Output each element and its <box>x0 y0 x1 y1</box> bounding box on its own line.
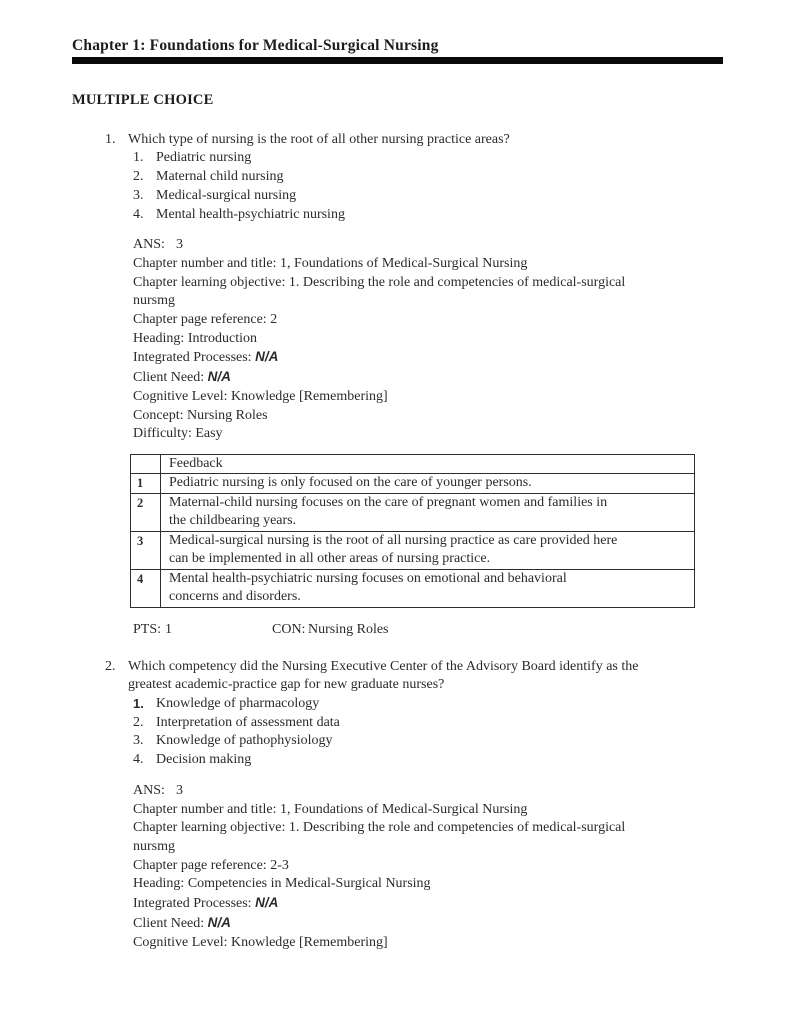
feedback-row <box>131 569 695 607</box>
feedback-row-number <box>131 454 161 474</box>
meta-line: Chapter number and title: 1, Foundations of Medical-Surgical Nursing <box>133 801 528 817</box>
option-row <box>133 732 723 751</box>
option-row <box>133 168 723 187</box>
meta-line: Integrated Processes: N/A <box>133 895 279 912</box>
ans-label: ANS: <box>133 782 165 798</box>
question-stem <box>72 131 723 150</box>
ans-value: 3 <box>176 782 183 798</box>
question-stem <box>72 658 723 695</box>
meta-line: Chapter learning objective: 1. Describing the role and competencies of medical-surgical <box>133 274 626 290</box>
feedback-row <box>131 493 695 531</box>
meta-line: Heading: Introduction <box>133 330 258 346</box>
feedback-table <box>130 454 695 608</box>
option-number: 2. <box>133 169 144 185</box>
answer-options <box>133 149 723 224</box>
chapter-title: Chapter 1: Foundations for Medical-Surgical Nursing <box>72 37 439 54</box>
option-label: Decision making <box>156 752 252 768</box>
answer-options <box>133 695 723 770</box>
answer-block <box>133 782 723 952</box>
meta-line: Integrated Processes: N/A <box>133 349 279 366</box>
feedback-row-number: 4 <box>131 569 161 607</box>
section-heading: MULTIPLE CHOICE <box>72 92 214 108</box>
option-number: 3. <box>133 187 144 203</box>
con-value: Nursing Roles <box>308 621 389 637</box>
question-block-1 <box>72 131 723 640</box>
meta-line: Cognitive Level: Knowledge [Remembering] <box>133 934 388 950</box>
option-number: 2. <box>133 714 144 730</box>
answer-row <box>133 236 723 255</box>
option-label: Maternal child nursing <box>156 169 284 185</box>
option-label: Knowledge of pathophysiology <box>156 733 333 749</box>
option-row <box>133 695 723 714</box>
meta-line: Chapter page reference: 2 <box>133 312 278 328</box>
meta-line: Client Need: N/A <box>133 914 231 931</box>
question-block-2 <box>72 658 723 953</box>
meta-line: Cognitive Level: Knowledge [Remembering] <box>133 388 388 404</box>
feedback-row-text: Mental health-psychiatric nursing focuses on emotional and behavioral concerns and disorders. <box>161 569 695 607</box>
option-number: 4. <box>133 206 144 222</box>
meta-line: Difficulty: Easy <box>133 426 223 442</box>
meta-line: Heading: Competencies in Medical-Surgical Nursing <box>133 876 431 892</box>
answer-block <box>133 236 723 444</box>
answer-meta <box>133 255 723 444</box>
meta-line: nursmg <box>133 838 175 854</box>
ans-label: ANS: <box>133 237 165 253</box>
pts-value: 1 <box>165 621 172 637</box>
option-number: 4. <box>133 752 144 768</box>
na-value: N/A <box>207 369 231 385</box>
feedback-row <box>131 531 695 569</box>
option-row <box>133 149 723 168</box>
question-text <box>128 131 723 150</box>
na-value: N/A <box>255 895 279 911</box>
feedback-row-text: Feedback <box>161 454 695 474</box>
meta-line: Concept: Nursing Roles <box>133 407 268 423</box>
feedback-row-number: 2 <box>131 493 161 531</box>
option-row <box>133 206 723 225</box>
ans-value: 3 <box>176 237 183 253</box>
text-line: greatest academic-practice gap for new graduate nurses? <box>128 677 445 693</box>
feedback-row-number: 3 <box>131 531 161 569</box>
feedback-header-row <box>131 454 695 474</box>
meta-line: Client Need: N/A <box>133 369 231 386</box>
option-row <box>133 714 723 733</box>
question-number: 2. <box>105 658 116 674</box>
option-number: 3. <box>133 733 144 749</box>
option-number: 1. <box>133 150 144 166</box>
feedback-row <box>131 474 695 494</box>
question-number: 1. <box>105 131 116 147</box>
na-value: N/A <box>255 349 279 365</box>
pts-row <box>133 621 723 640</box>
answer-meta <box>133 801 723 953</box>
option-label: Pediatric nursing <box>156 150 252 166</box>
feedback-row-number: 1 <box>131 474 161 494</box>
option-label: Medical-surgical nursing <box>156 187 297 203</box>
con-label: CON: <box>272 621 306 637</box>
meta-line: Chapter page reference: 2-3 <box>133 857 289 873</box>
pts-label: PTS: <box>133 621 162 637</box>
option-row <box>133 751 723 770</box>
option-row <box>133 187 723 206</box>
meta-line: Chapter number and title: 1, Foundations of Medical-Surgical Nursing <box>133 255 528 271</box>
option-label: Knowledge of pharmacology <box>156 696 320 712</box>
option-label: Mental health-psychiatric nursing <box>156 206 345 222</box>
question-text <box>128 658 723 695</box>
answer-row <box>133 782 723 801</box>
feedback-row-text: Medical-surgical nursing is the root of all nursing practice as care provided here can be implemented in all other areas of nursing practice. <box>161 531 695 569</box>
feedback-row-text: Pediatric nursing is only focused on the care of younger persons. <box>161 474 695 494</box>
feedback-row-text: Maternal-child nursing focuses on the care of pregnant women and families in the childbearing years. <box>161 493 695 531</box>
text-line: Which competency did the Nursing Executive Center of the Advisory Board identify as the <box>128 658 639 674</box>
text-line: Which type of nursing is the root of all other nursing practice areas? <box>128 131 510 147</box>
option-number: 1. <box>133 696 144 712</box>
na-value: N/A <box>207 914 231 930</box>
meta-line: Chapter learning objective: 1. Describing the role and competencies of medical-surgical <box>133 820 626 836</box>
option-label: Interpretation of assessment data <box>156 714 340 730</box>
meta-line: nursmg <box>133 293 175 309</box>
title-underline-rule <box>72 57 723 64</box>
